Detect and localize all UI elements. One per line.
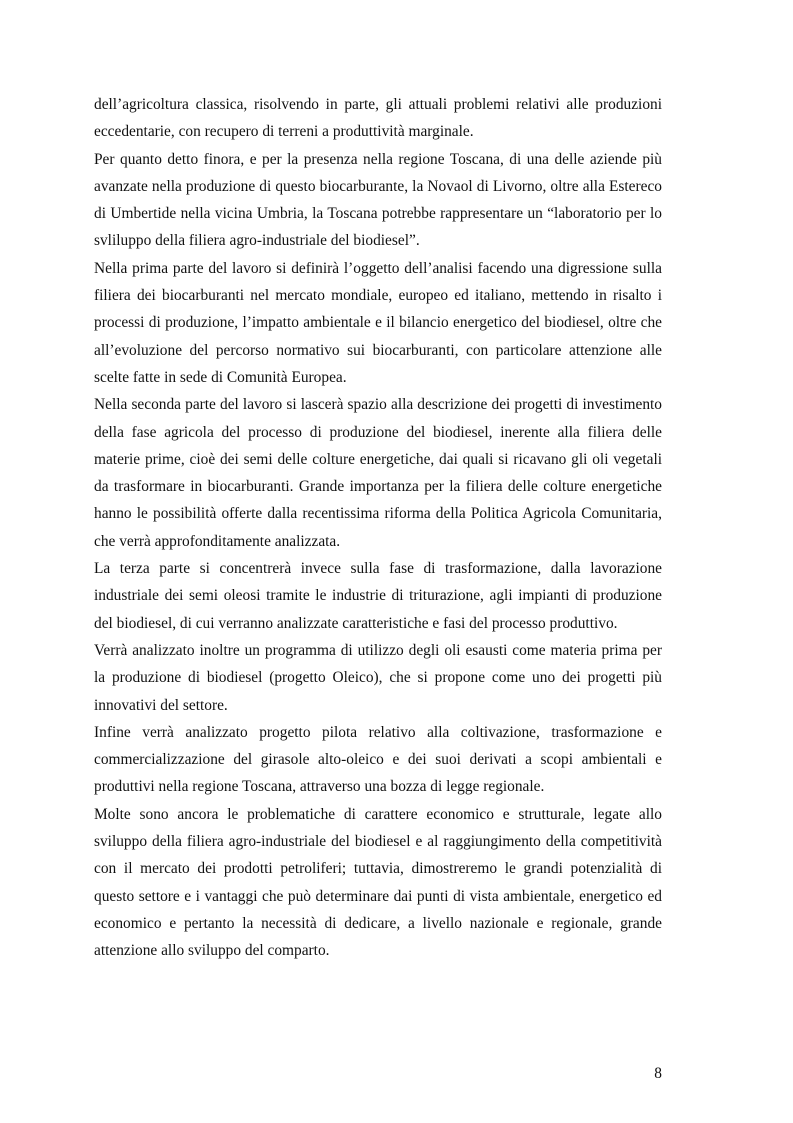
paragraph-continuation: dell’agricoltura classica, risolvendo in parte, gli attuali problemi relativi alle produzioni eccedentarie, con recupero di terreni a produttività marginale. xyxy=(94,96,662,141)
paragraph-toscana-laboratorio: Per quanto detto finora, e per la presenza nella regione Toscana, di una delle aziende più avanzate nella produzione di questo biocarburante, la Novaol di Livorno, oltre alla Estereco di Umbertide nella vicina Umbria, la Toscana potrebbe rappresentare un “laboratorio per lo svliluppo della filiera agro-industriale del biodiesel”. xyxy=(94,150,662,250)
paragraph-progetto-pilota: Infine verrà analizzato progetto pilota relativo alla coltivazione, trasformazione e commercializzazione del girasole alto-oleico e dei suoi derivati a scopi ambientali e produttivi nella regione Toscana, attraverso una bozza di legge regionale. xyxy=(94,723,662,796)
page-number: 8 xyxy=(654,1065,662,1082)
paragraph-prima-parte: Nella prima parte del lavoro si definirà l’oggetto dell’analisi facendo una digressione sulla filiera dei biocarburanti nel mercato mondiale, europeo ed italiano, mettendo in risalto i processi di produzione, l’impatto ambientale e il bilancio energetico del biodiesel, oltre che all’evoluzione del percorso normativo sui biocarburanti, con particolare attenzione alle scelte fatte in sede di Comunità Europea. xyxy=(94,259,662,386)
body-text xyxy=(94,91,662,965)
paragraph-conclusione: Molte sono ancora le problematiche di carattere economico e strutturale, legate allo sviluppo della filiera agro-industriale del biodiesel e al raggiungimento della competitività con il mercato dei prodotti petroliferi; tuttavia, dimostreremo le grandi potenzialità di questo settore e i vantaggi che può determinare dai punti di vista ambientale, energetico ed economico e pertanto la necessità di dedicare, a livello nazionale e regionale, grande attenzione allo sviluppo del comparto. xyxy=(94,805,662,960)
paragraph-oli-esausti: Verrà analizzato inoltre un programma di utilizzo degli oli esausti come materia prima per la produzione di biodiesel (progetto Oleico), che si propone come uno dei progetti più innovativi del settore. xyxy=(94,641,662,714)
paragraph-seconda-parte: Nella seconda parte del lavoro si lascerà spazio alla descrizione dei progetti di investimento della fase agricola del processo di produzione del biodiesel, inerente alla filiera delle materie prime, cioè dei semi delle colture energetiche, dai quali si ricavano gli oli vegetali da trasformare in biocarburanti. Grande importanza per la filiera delle colture energetiche hanno le possibilità offerte dalla recentissima riforma della Politica Agricola Comunitaria, che verrà approfonditamente analizzata. xyxy=(94,396,662,550)
paragraph-terza-parte: La terza parte si concentrerà invece sulla fase di trasformazione, dalla lavorazione industriale dei semi oleosi tramite le industrie di triturazione, agli impianti di produzione del biodiesel, di cui verranno analizzate caratteristiche e fasi del processo produttivo. xyxy=(94,560,662,632)
